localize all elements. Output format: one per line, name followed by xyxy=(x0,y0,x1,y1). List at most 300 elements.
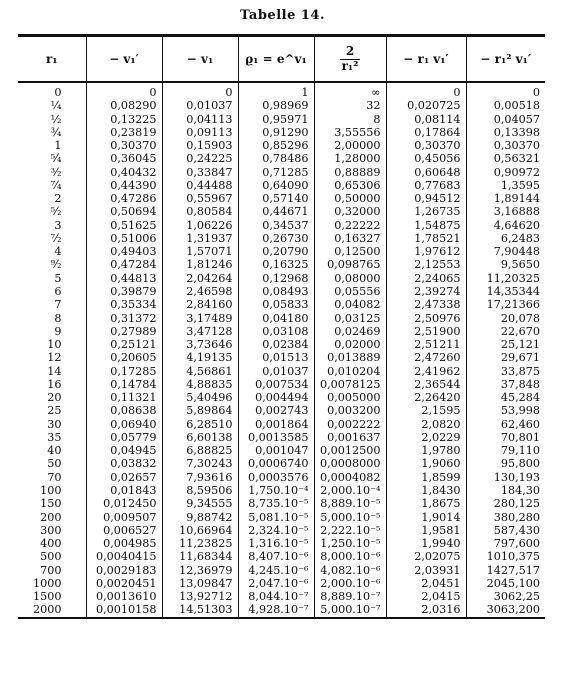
table-cell: 1 xyxy=(238,82,314,99)
table-cell: 0,55967 xyxy=(162,192,238,205)
table-cell: 0,012450 xyxy=(86,497,162,510)
table-cell: 3,55556 xyxy=(314,126,386,139)
table-cell: 0,03832 xyxy=(86,457,162,470)
table-cell: 0,02469 xyxy=(314,325,386,338)
table-cell: 16 xyxy=(47,377,62,391)
table-cell: 0,16325 xyxy=(238,258,314,271)
table-cell: 0,17285 xyxy=(86,365,162,378)
table-body xyxy=(18,82,545,618)
table-cell: 35 xyxy=(47,430,62,444)
table-cell: 2,00000 xyxy=(314,139,386,152)
table-cell: 9,5650 xyxy=(466,258,545,271)
table-cell: 7 xyxy=(54,298,62,312)
table-cell: 0,34537 xyxy=(238,219,314,232)
table-row xyxy=(18,325,545,338)
table-row xyxy=(18,378,545,391)
table-cell: 0,30370 xyxy=(386,139,466,152)
table-cell: 2,0229 xyxy=(386,431,466,444)
table-cell: 0,04082 xyxy=(314,298,386,311)
table-cell: 0,27989 xyxy=(86,325,162,338)
table-cell: 13,92712 xyxy=(162,590,238,603)
table-cell: 0,020725 xyxy=(386,99,466,112)
table-row xyxy=(18,497,545,510)
table-cell: 1,8599 xyxy=(386,471,466,484)
table-cell: 0,02657 xyxy=(86,471,162,484)
table-cell: ½ xyxy=(50,112,62,126)
table-cell: 0,0010158 xyxy=(86,603,162,617)
table-row xyxy=(18,113,545,126)
table-cell: 2,47260 xyxy=(386,351,466,364)
table-row xyxy=(18,391,545,404)
table-cell: 2,41962 xyxy=(386,365,466,378)
table-cell: 1,26735 xyxy=(386,205,466,218)
table-cell: 20 xyxy=(47,391,62,405)
table-cell: 0,77683 xyxy=(386,179,466,192)
table-cell: 0,22222 xyxy=(314,219,386,232)
table-cell: 0,05556 xyxy=(314,285,386,298)
table-cell: 0,98969 xyxy=(238,99,314,112)
table-cell: 7,90448 xyxy=(466,245,545,258)
table-cell: 2,51211 xyxy=(386,338,466,351)
table-cell: 10,66964 xyxy=(162,524,238,537)
table-cell: 22,670 xyxy=(466,325,545,338)
table-cell: 0,002743 xyxy=(238,404,314,417)
table-cell: 32 xyxy=(314,99,386,112)
header-two-over-r1-squared xyxy=(314,36,386,83)
table-cell: 1,8430 xyxy=(386,484,466,497)
table-cell: ⁹⁄₂ xyxy=(50,258,62,272)
table-cell: 7,93616 xyxy=(162,471,238,484)
table-cell: 0,13225 xyxy=(86,113,162,126)
table-cell: 280,125 xyxy=(466,497,545,510)
table-cell: 1,28000 xyxy=(314,152,386,165)
table-cell: 0,57140 xyxy=(238,192,314,205)
table-cell: 0,56321 xyxy=(466,152,545,165)
table-cell: 0,12968 xyxy=(238,272,314,285)
table-cell: 0,26730 xyxy=(238,232,314,245)
table-cell: 0,23819 xyxy=(86,126,162,139)
table-cell: 0,0029183 xyxy=(86,564,162,577)
table-cell: 1,06226 xyxy=(162,219,238,232)
table-cell: 2,04264 xyxy=(162,272,238,285)
table-cell: 2,0415 xyxy=(386,590,466,603)
table-cell: 1500 xyxy=(33,590,62,604)
table-cell: 33,875 xyxy=(466,365,545,378)
table-cell: 0,03108 xyxy=(238,325,314,338)
table-cell: 6,28510 xyxy=(162,418,238,431)
table-row xyxy=(18,312,545,325)
table-cell: 62,460 xyxy=(466,418,545,431)
table-cell: 4,19135 xyxy=(162,351,238,364)
table-row xyxy=(18,338,545,351)
table-cell: 0,50000 xyxy=(314,192,386,205)
table-cell: 0,02384 xyxy=(238,338,314,351)
table-cell: 8,044.10⁻⁷ xyxy=(238,590,314,603)
header-neg-v1-prime: − v₁′ xyxy=(86,36,162,83)
table-cell: 14 xyxy=(47,364,62,378)
table-cell: 0,098765 xyxy=(314,258,386,271)
table-cell: 1,3595 xyxy=(466,179,545,192)
table-cell: 0,71285 xyxy=(238,166,314,179)
table-cell: 0,0013585 xyxy=(238,431,314,444)
table-cell: 8 xyxy=(314,113,386,126)
table-cell: 4,245.10⁻⁶ xyxy=(238,564,314,577)
table-cell: 13,09847 xyxy=(162,577,238,590)
table-cell: 14,51303 xyxy=(162,603,238,617)
table-cell: 6 xyxy=(54,285,62,299)
table-cell: 0 xyxy=(386,82,466,99)
table-row xyxy=(18,152,545,165)
table-cell: 2,000.10⁻⁶ xyxy=(314,577,386,590)
table-cell: 0,004494 xyxy=(238,391,314,404)
table-cell: 1,9060 xyxy=(386,457,466,470)
table-cell: 20,078 xyxy=(466,312,545,325)
header-rho1: ϱ₁ = e^v₁ xyxy=(238,36,314,83)
table-cell: ⁵⁄₄ xyxy=(50,152,62,166)
table-cell: ⁵⁄₂ xyxy=(50,205,62,219)
header-r1: r₁ xyxy=(18,36,86,83)
table-row xyxy=(18,166,545,179)
table-cell: 0,04057 xyxy=(466,113,545,126)
table-cell: 0,51006 xyxy=(86,232,162,245)
table-cell: 9,34555 xyxy=(162,497,238,510)
table-cell: 2,24065 xyxy=(386,272,466,285)
table-cell: 500 xyxy=(40,550,62,564)
table-cell: 6,60138 xyxy=(162,431,238,444)
table-cell: 0,24225 xyxy=(162,152,238,165)
table-cell: 587,430 xyxy=(466,524,545,537)
table-cell: 0,04180 xyxy=(238,312,314,325)
table-cell: 3,47128 xyxy=(162,325,238,338)
table-cell: 9,88742 xyxy=(162,511,238,524)
table-cell: 4,88835 xyxy=(162,378,238,391)
table-cell: 0,44813 xyxy=(86,272,162,285)
table-cell: 1,31937 xyxy=(162,232,238,245)
table-cell: 0,51625 xyxy=(86,219,162,232)
table-cell: 1,89144 xyxy=(466,192,545,205)
table-cell: 4,64620 xyxy=(466,219,545,232)
table-cell: ¾ xyxy=(50,125,62,139)
table-cell: 2000 xyxy=(33,603,62,617)
table-cell: 2,0820 xyxy=(386,418,466,431)
table-cell: 3062,25 xyxy=(466,590,545,603)
table-cell: 5,081.10⁻⁵ xyxy=(238,511,314,524)
table-cell: 1,81246 xyxy=(162,258,238,271)
table-cell: 0,95971 xyxy=(238,113,314,126)
table-cell: 6,2483 xyxy=(466,232,545,245)
table-row xyxy=(18,365,545,378)
fraction xyxy=(340,45,361,72)
table-cell: 0,40432 xyxy=(86,166,162,179)
table-cell: 0,31372 xyxy=(86,312,162,325)
data-table xyxy=(18,34,545,619)
table-cell: 2,12553 xyxy=(386,258,466,271)
table-row xyxy=(18,577,545,590)
table-cell: 1427,517 xyxy=(466,564,545,577)
table-cell: 0,20605 xyxy=(86,351,162,364)
table-cell: 5,000.10⁻⁷ xyxy=(314,603,386,617)
table-cell: 0,03125 xyxy=(314,312,386,325)
table-cell: 17,21366 xyxy=(466,298,545,311)
table-cell: 8,000.10⁻⁶ xyxy=(314,550,386,563)
header-neg-r1-v1-prime: − r₁ v₁′ xyxy=(386,36,466,83)
table-cell: 0,91290 xyxy=(238,126,314,139)
table-row xyxy=(18,511,545,524)
table-cell: 3 xyxy=(54,218,62,232)
table-cell: 8,889.10⁻⁵ xyxy=(314,497,386,510)
table-cell: 700 xyxy=(40,563,62,577)
table-cell: 29,671 xyxy=(466,351,545,364)
table-row xyxy=(18,418,545,431)
table-cell: 150 xyxy=(40,497,62,511)
table-cell: 2,51900 xyxy=(386,325,466,338)
table-cell: 0,05779 xyxy=(86,431,162,444)
table-cell: 1010,375 xyxy=(466,550,545,563)
table-cell: 0,90972 xyxy=(466,166,545,179)
table-cell: 0,78486 xyxy=(238,152,314,165)
table-cell: ³⁄₂ xyxy=(50,165,62,179)
table-cell: ∞ xyxy=(314,82,386,99)
table-cell: 0,005000 xyxy=(314,391,386,404)
table-row xyxy=(18,471,545,484)
table-row xyxy=(18,272,545,285)
table-cell: 2,0316 xyxy=(386,603,466,617)
table-cell: 0,44671 xyxy=(238,205,314,218)
table-cell: 1 xyxy=(54,139,62,153)
table-row xyxy=(18,564,545,577)
table-cell: 0,64090 xyxy=(238,179,314,192)
table-cell: 0,0008000 xyxy=(314,457,386,470)
table-cell: 1,9780 xyxy=(386,444,466,457)
table-cell: ⁷⁄₂ xyxy=(50,231,62,245)
table-cell: 2,84160 xyxy=(162,298,238,311)
table-cell: 1,9581 xyxy=(386,524,466,537)
table-cell: 0,0040415 xyxy=(86,550,162,563)
table-cell: 45,284 xyxy=(466,391,545,404)
header-neg-v1: − v₁ xyxy=(162,36,238,83)
table-cell: 0,01037 xyxy=(238,365,314,378)
table-title: Tabelle 14. xyxy=(239,8,325,23)
table-cell: 0,001637 xyxy=(314,431,386,444)
table-cell: 300 xyxy=(40,523,62,537)
table-cell: 0,80584 xyxy=(162,205,238,218)
table-row xyxy=(18,82,545,99)
table-cell: 0,47284 xyxy=(86,258,162,271)
table-cell: 3,73646 xyxy=(162,338,238,351)
table-cell: 2,26420 xyxy=(386,391,466,404)
table-cell: 0,0006740 xyxy=(238,457,314,470)
table-cell: 0,013889 xyxy=(314,351,386,364)
table-cell: 0,006527 xyxy=(86,524,162,537)
table-cell: 0,0004082 xyxy=(314,471,386,484)
table-cell: 0,33847 xyxy=(162,166,238,179)
table-row xyxy=(18,219,545,232)
table-cell: 0,15903 xyxy=(162,139,238,152)
table-cell: 0,004985 xyxy=(86,537,162,550)
table-cell: 0,45056 xyxy=(386,152,466,165)
table-cell: 0,08638 xyxy=(86,404,162,417)
table-cell: 5,89864 xyxy=(162,404,238,417)
table-cell: 0,08493 xyxy=(238,285,314,298)
table-cell: 0,0003576 xyxy=(238,471,314,484)
table-cell: 8,889.10⁻⁷ xyxy=(314,590,386,603)
table-row xyxy=(18,524,545,537)
table-cell: 2,03931 xyxy=(386,564,466,577)
table-cell: 0,94512 xyxy=(386,192,466,205)
table-cell: 2,047.10⁻⁶ xyxy=(238,577,314,590)
table-row xyxy=(18,550,545,563)
table-cell: 1,9014 xyxy=(386,511,466,524)
table-cell: 0,30370 xyxy=(466,139,545,152)
table-cell: 0 xyxy=(466,82,545,99)
table-row xyxy=(18,179,545,192)
table-cell: 0,00518 xyxy=(466,99,545,112)
table-cell: 30 xyxy=(47,417,62,431)
table-cell: 4 xyxy=(54,245,62,259)
table-cell: 0,35334 xyxy=(86,298,162,311)
table-cell: 184,30 xyxy=(466,484,545,497)
table-cell: 2,47338 xyxy=(386,298,466,311)
table-cell: 100 xyxy=(40,484,62,497)
table-cell: 0,08290 xyxy=(86,99,162,112)
table-cell: 3,17489 xyxy=(162,312,238,325)
table-cell: 0,20790 xyxy=(238,245,314,258)
table-cell: 0,04113 xyxy=(162,113,238,126)
table-cell: 0,16327 xyxy=(314,232,386,245)
table-cell: 0,007534 xyxy=(238,378,314,391)
table-cell: 1,250.10⁻⁵ xyxy=(314,537,386,550)
table-cell: 0,06940 xyxy=(86,418,162,431)
table-cell: 8 xyxy=(54,311,62,325)
table-cell: 0,01843 xyxy=(86,484,162,497)
table-cell: 797,600 xyxy=(466,537,545,550)
table-cell: 12 xyxy=(47,351,62,365)
table-row xyxy=(18,205,545,218)
table-cell: 0 xyxy=(54,86,62,100)
table-cell: 1,316.10⁻⁵ xyxy=(238,537,314,550)
table-cell: 0,0078125 xyxy=(314,378,386,391)
table-cell: 2,000.10⁻⁴ xyxy=(314,484,386,497)
table-cell: 0,88889 xyxy=(314,166,386,179)
table-cell: 40 xyxy=(47,444,62,458)
table-row xyxy=(18,603,545,617)
table-cell: 0,32000 xyxy=(314,205,386,218)
table-cell: 50 xyxy=(47,457,62,471)
table-cell: 95,800 xyxy=(466,457,545,470)
table-cell: 0,13398 xyxy=(466,126,545,139)
table-cell: 0,009507 xyxy=(86,511,162,524)
table-row xyxy=(18,232,545,245)
table-row xyxy=(18,285,545,298)
table-row xyxy=(18,457,545,470)
table-row xyxy=(18,298,545,311)
table-cell: 7,30243 xyxy=(162,457,238,470)
table-cell: 0,08114 xyxy=(386,113,466,126)
table-cell: 5 xyxy=(54,271,62,285)
table-cell: 0,01513 xyxy=(238,351,314,364)
table-cell: 0,50694 xyxy=(86,205,162,218)
table-cell: 4,082.10⁻⁶ xyxy=(314,564,386,577)
table-cell: 0,003200 xyxy=(314,404,386,417)
table-cell: 0,14784 xyxy=(86,378,162,391)
table-cell: 0,44390 xyxy=(86,179,162,192)
table-cell: 1,750.10⁻⁴ xyxy=(238,484,314,497)
table-row xyxy=(18,444,545,457)
table-cell: 4,928.10⁻⁷ xyxy=(238,603,314,617)
table-cell: 1,9940 xyxy=(386,537,466,550)
table-cell: 0,09113 xyxy=(162,126,238,139)
table-cell: 1,97612 xyxy=(386,245,466,258)
table-cell: 0,65306 xyxy=(314,179,386,192)
table-cell: 2,1595 xyxy=(386,404,466,417)
table-row xyxy=(18,192,545,205)
table-cell: 4,56861 xyxy=(162,365,238,378)
table-cell: 0,39879 xyxy=(86,285,162,298)
table-cell: 2,324.10⁻⁵ xyxy=(238,524,314,537)
table-cell: 2,02075 xyxy=(386,550,466,563)
table-cell: 79,110 xyxy=(466,444,545,457)
table-cell: 2,36544 xyxy=(386,378,466,391)
table-cell: 0,0020451 xyxy=(86,577,162,590)
table-cell: 0,25121 xyxy=(86,338,162,351)
table-cell: 0,49403 xyxy=(86,245,162,258)
table-cell: 0,36045 xyxy=(86,152,162,165)
table-cell: 1,8675 xyxy=(386,497,466,510)
table-cell: 5,000.10⁻⁵ xyxy=(314,511,386,524)
table-cell: 1,78521 xyxy=(386,232,466,245)
table-cell: 380,280 xyxy=(466,511,545,524)
table-cell: 2 xyxy=(54,192,62,206)
table-cell: 0 xyxy=(86,82,162,99)
table-cell: 0,002222 xyxy=(314,418,386,431)
table-row xyxy=(18,590,545,603)
table-cell: 8,735.10⁻⁵ xyxy=(238,497,314,510)
table-cell: 9 xyxy=(54,324,62,338)
table-row xyxy=(18,351,545,364)
table-cell: 0,001864 xyxy=(238,418,314,431)
table-row xyxy=(18,99,545,112)
table-cell: 6,88825 xyxy=(162,444,238,457)
table-cell: 0,11321 xyxy=(86,391,162,404)
table-cell: 0,47286 xyxy=(86,192,162,205)
table-row xyxy=(18,404,545,417)
table-row xyxy=(18,139,545,152)
table-cell: 0,02000 xyxy=(314,338,386,351)
header-neg-r1sq-v1-prime: − r₁² v₁′ xyxy=(466,36,545,83)
table-cell: 2,39274 xyxy=(386,285,466,298)
table-cell: 0 xyxy=(162,82,238,99)
table-cell: 25 xyxy=(47,404,62,418)
table-cell: 11,68344 xyxy=(162,550,238,563)
table-cell: 3,16888 xyxy=(466,205,545,218)
fraction-numerator: 2 xyxy=(340,45,361,59)
table-cell: 53,998 xyxy=(466,404,545,417)
table-cell: 0,12500 xyxy=(314,245,386,258)
table-row xyxy=(18,431,545,444)
table-cell: 0,60648 xyxy=(386,166,466,179)
table-cell: 2,50976 xyxy=(386,312,466,325)
table-cell: 400 xyxy=(40,537,62,551)
table-cell: 2045,100 xyxy=(466,577,545,590)
table-cell: 12,36979 xyxy=(162,564,238,577)
table-cell: 2,0451 xyxy=(386,577,466,590)
table-cell: 70 xyxy=(47,470,62,484)
table-cell: 0,0012500 xyxy=(314,444,386,457)
table-cell: 0,0013610 xyxy=(86,590,162,603)
table-cell: 0,01037 xyxy=(162,99,238,112)
table-cell: 0,010204 xyxy=(314,365,386,378)
table-cell: ¼ xyxy=(50,99,62,113)
